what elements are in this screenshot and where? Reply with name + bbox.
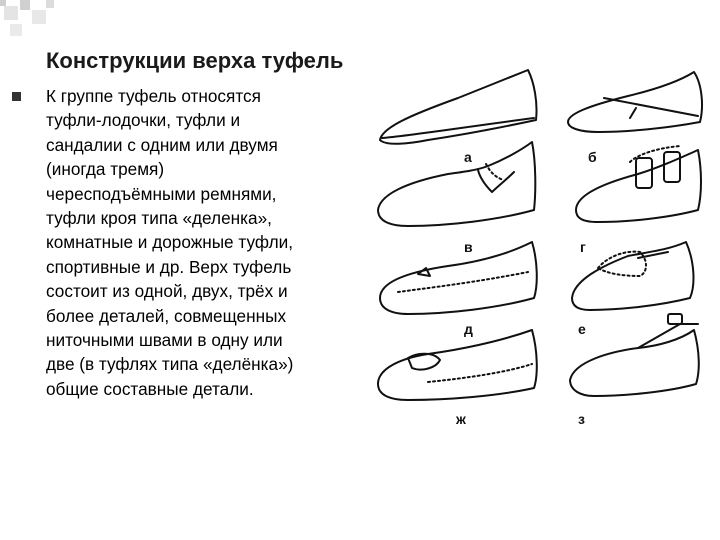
body-line: туфли-лодочки, туфли и: [46, 110, 241, 131]
body-line: сандалии с одним или двумя: [46, 134, 278, 155]
decor-square: [10, 24, 22, 36]
shoe-illustrations: [368, 62, 712, 432]
label-d: д: [464, 321, 473, 337]
label-v: в: [464, 239, 473, 255]
label-g: г: [580, 239, 586, 255]
body-line: спортивные и др. Верх туфель: [46, 256, 292, 277]
body-line: туфли кроя типа «деленка»,: [46, 208, 272, 229]
label-z: з: [578, 411, 585, 427]
decor-square: [0, 0, 6, 6]
label-zh: ж: [456, 411, 466, 427]
shoe-e-illustration: [572, 242, 693, 310]
shoe-d-illustration: [380, 242, 537, 314]
shoe-v-illustration: [378, 142, 535, 226]
shoe-a-illustration: [380, 70, 537, 144]
label-b: б: [588, 149, 597, 165]
body-line: две (в туфлях типа «делёнка»): [46, 354, 294, 375]
decor-square: [46, 0, 54, 8]
shoe-b-illustration: [568, 72, 702, 132]
shoe-zh-illustration: [378, 330, 537, 400]
label-e: е: [578, 321, 586, 337]
body-line: общие составные детали.: [46, 378, 254, 399]
body-line: более деталей, совмещенных: [46, 305, 287, 326]
slide-body-text: [46, 84, 356, 401]
label-a: а: [464, 149, 472, 165]
decor-square: [4, 6, 18, 20]
body-line: чересподъёмными ремнями,: [46, 183, 277, 204]
slide-title: Конструкции верха туфель: [46, 48, 344, 73]
body-line: (иногда тремя): [46, 159, 165, 180]
body-line: комнатные и дорожные туфли,: [46, 232, 294, 253]
body-line: ниточными швами в одну или: [46, 330, 283, 351]
body-line: состоит из одной, двух, трёх и: [46, 281, 288, 302]
decor-square: [20, 0, 30, 10]
decor-square: [32, 10, 46, 24]
shoe-z-illustration: [570, 314, 699, 396]
bullet-marker: [12, 92, 21, 101]
body-line: К группе туфель относятся: [46, 86, 261, 106]
corner-decoration: [0, 0, 60, 40]
